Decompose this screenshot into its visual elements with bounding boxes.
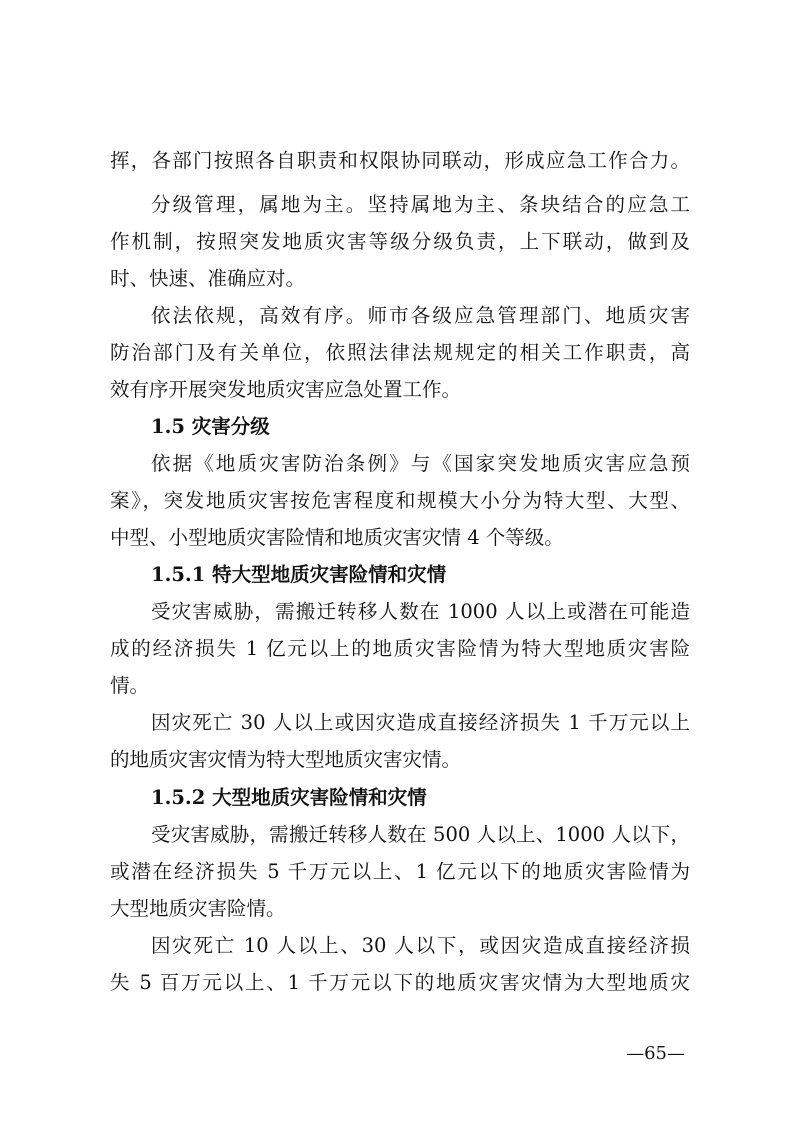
paragraph-line: 受灾害威胁，需搬迁转移人数在 500 人以上、1000 人以下， <box>151 823 690 846</box>
paragraph-line: 作机制，按照突发地质灾害等级分级负责，上下联动，做到及 <box>110 230 690 253</box>
paragraph-line: 成的经济损失 1 亿元以上的地质灾害险情为特大型地质灾害险 <box>110 637 690 660</box>
paragraph-line: 时、快速、准确应对。 <box>110 267 306 290</box>
paragraph-line: 大型地质灾害险情。 <box>110 897 286 920</box>
paragraph-line: 因灾死亡 30 人以上或因灾造成直接经济损失 1 千万元以上 <box>151 711 690 734</box>
paragraph-line: 依据《地质灾害防治条例》与《国家突发地质灾害应急预 <box>151 452 690 475</box>
paragraph-line: 情。 <box>110 674 150 697</box>
paragraph-line: 或潜在经济损失 5 千万元以上、1 亿元以下的地质灾害险情为 <box>110 860 690 883</box>
paragraph-line: 案》，突发地质灾害按危害程度和规模大小分为特大型、大型、 <box>110 489 690 512</box>
page-number: —65— <box>626 1043 685 1064</box>
subsection-heading: 1.5.2 大型地质灾害险情和灾情 <box>151 786 427 809</box>
paragraph-line: 分级管理，属地为主。坚持属地为主、条块结合的应急工 <box>151 193 690 216</box>
paragraph-line: 因灾死亡 10 人以上、30 人以下，或因灾造成直接经济损 <box>151 934 690 957</box>
section-heading: 1.5 灾害分级 <box>151 415 270 438</box>
paragraph-line: 的地质灾害灾情为特大型地质灾害灾情。 <box>110 748 462 771</box>
paragraph-line: 依法依规，高效有序。师市各级应急管理部门、地质灾害 <box>151 304 690 327</box>
paragraph-line: 失 5 百万元以上、1 千万元以下的地质灾害灾情为大型地质灾 <box>110 971 690 994</box>
paragraph-line: 受灾害威胁，需搬迁转移人数在 1000 人以上或潜在可能造 <box>151 600 690 623</box>
paragraph-line: 中型、小型地质灾害险情和地质灾害灾情 4 个等级。 <box>110 526 564 549</box>
paragraph-line: 效有序开展突发地质灾害应急处置工作。 <box>110 378 462 401</box>
paragraph-line: 挥，各部门按照各自职责和权限协同联动，形成应急工作合力。 <box>110 149 690 172</box>
paragraph-line: 防治部门及有关单位，依照法律法规规定的相关工作职责，高 <box>110 341 690 364</box>
subsection-heading: 1.5.1 特大型地质灾害险情和灾情 <box>151 563 447 586</box>
